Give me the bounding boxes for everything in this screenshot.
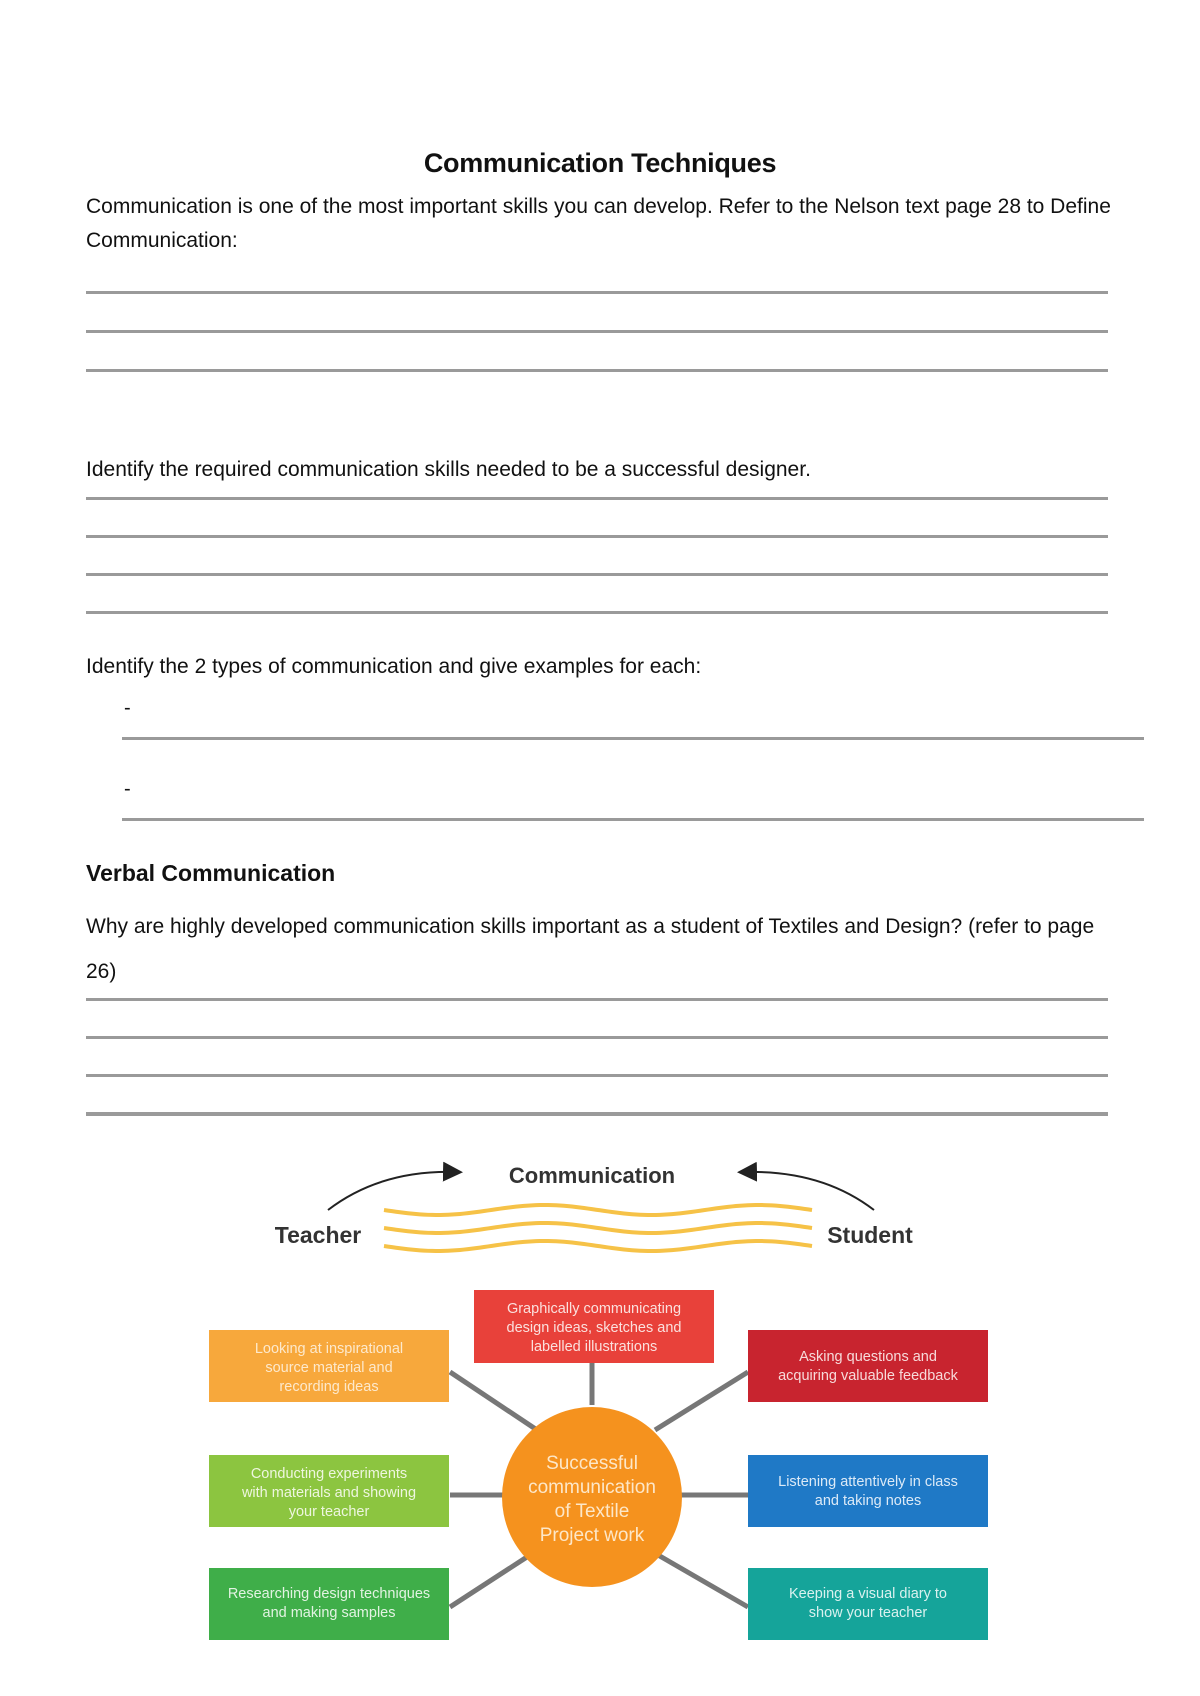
- wave-line: [384, 1223, 812, 1233]
- wave-lines: [384, 1205, 812, 1251]
- page-title: Communication Techniques: [423, 148, 777, 178]
- box-text: show your teacher: [808, 1605, 928, 1621]
- wave-line: [384, 1205, 812, 1215]
- box-listening-attentively: [748, 1455, 988, 1527]
- box-text: Keeping a visual diary to: [789, 1586, 947, 1602]
- box-text: and making samples: [262, 1605, 396, 1621]
- box-conducting-experiments: [209, 1455, 449, 1527]
- box-text: Listening attentively in class: [778, 1474, 958, 1490]
- arrow-teacher-to-communication: [328, 1172, 455, 1210]
- diagram-communication-label: Communication: [508, 1163, 676, 1188]
- box-text: with materials and showing: [241, 1485, 417, 1501]
- box-text: recording ideas: [279, 1379, 379, 1395]
- box-text: source material and: [265, 1360, 393, 1376]
- question-verbal: Why are highly developed communication skills important as a student of Textiles and Design? (refer to page 26): [86, 915, 1095, 983]
- box-text: and taking notes: [814, 1493, 922, 1509]
- box-text: Conducting experiments: [250, 1466, 408, 1482]
- center-line: of Textile: [554, 1501, 630, 1522]
- connector-line: [658, 1555, 748, 1607]
- wave-line: [384, 1241, 812, 1251]
- question-types: Identify the 2 types of communication and give examples for each:: [86, 655, 702, 678]
- box-text: labelled illustrations: [530, 1339, 658, 1355]
- box-text: your teacher: [288, 1504, 370, 1520]
- bullet-dash: -: [124, 697, 131, 719]
- center-line: communication: [528, 1477, 656, 1498]
- box-keeping-visual-diary: [748, 1568, 988, 1640]
- diagram-teacher-label: Teacher: [274, 1222, 362, 1248]
- intro-text: Communication is one of the most important skills you can develop. Refer to the Nelson text page 28 to Define Communication:: [86, 195, 1111, 252]
- connector-line: [450, 1372, 537, 1430]
- center-line: Project work: [539, 1525, 645, 1546]
- section-heading: Verbal Communication: [86, 860, 336, 886]
- box-text: acquiring valuable feedback: [778, 1368, 958, 1384]
- box-asking-questions: [748, 1330, 988, 1402]
- box-text: Graphically communicating: [506, 1301, 682, 1317]
- box-text: design ideas, sketches and: [506, 1320, 682, 1336]
- box-graphically-communicating: [474, 1290, 714, 1363]
- diagram-student-label: Student: [827, 1222, 913, 1248]
- box-text: Looking at inspirational: [254, 1341, 404, 1357]
- connector-line: [450, 1555, 530, 1607]
- question-skills: Identify the required communication skills needed to be a successful designer.: [86, 458, 811, 481]
- box-researching-design: [209, 1568, 449, 1640]
- box-looking-at-inspirational: [209, 1330, 449, 1402]
- connector-line: [655, 1372, 748, 1430]
- bullet-dash: -: [124, 778, 131, 800]
- box-text: Researching design techniques: [227, 1586, 431, 1602]
- center-line: Successful: [546, 1453, 638, 1474]
- box-text: Asking questions and: [799, 1349, 937, 1365]
